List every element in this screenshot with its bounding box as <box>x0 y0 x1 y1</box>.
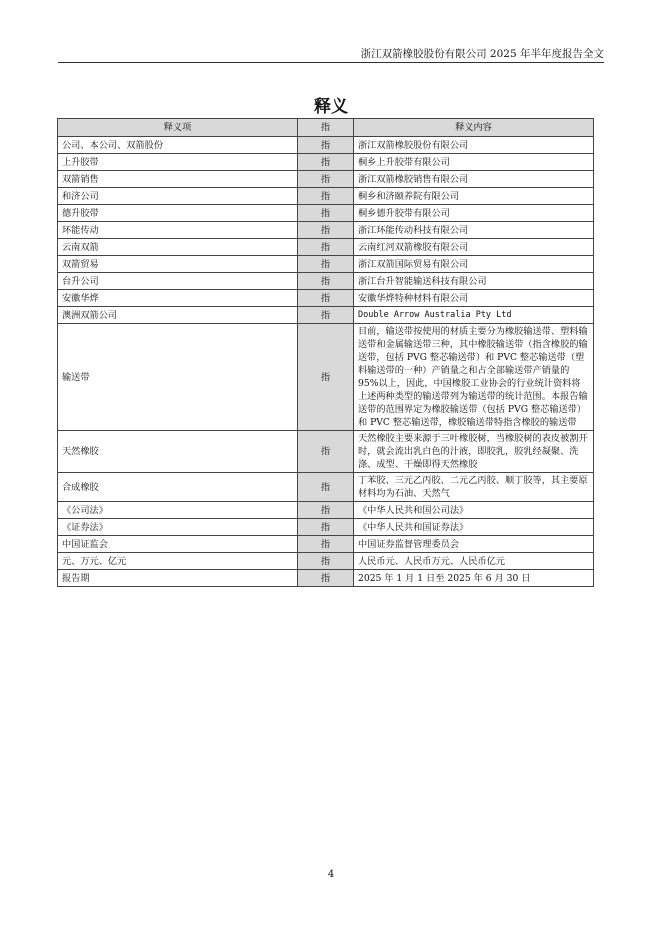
ref-cell: 指 <box>298 290 354 307</box>
ref-cell: 指 <box>298 154 354 171</box>
ref-cell: 指 <box>298 307 354 324</box>
desc-cell: 《中华人民共和国公司法》 <box>354 502 594 519</box>
desc-cell: 浙江台升智能输送科技有限公司 <box>354 273 594 290</box>
table-row <box>58 536 594 553</box>
desc-cell: 《中华人民共和国证券法》 <box>354 519 594 536</box>
term-cell: 台升公司 <box>58 273 298 290</box>
page-header: 浙江双箭橡胶股份有限公司 2025 年半年度报告全文 <box>58 46 604 63</box>
ref-cell: 指 <box>298 188 354 205</box>
desc-cell: 云南红河双箭橡胶有限公司 <box>354 239 594 256</box>
page-title: 释义 <box>314 97 348 117</box>
term-cell: 云南双箭 <box>58 239 298 256</box>
desc-cell: 天然橡胶主要来源于三叶橡胶树，当橡胶树的表皮被割开时，就会流出乳白色的汁液，即胶乳，胶乳经凝聚、洗涤、成型、干燥即得天然橡胶 <box>354 431 594 473</box>
ref-cell: 指 <box>298 519 354 536</box>
term-cell: 合成橡胶 <box>58 473 298 502</box>
term-cell: 德升胶带 <box>58 205 298 222</box>
ref-cell: 指 <box>298 324 354 431</box>
table-row <box>58 290 594 307</box>
table-row <box>58 502 594 519</box>
ref-cell: 指 <box>298 502 354 519</box>
term-cell: 《证券法》 <box>58 519 298 536</box>
desc-cell: 浙江环能传动科技有限公司 <box>354 222 594 239</box>
term-cell: 报告期 <box>58 570 298 587</box>
table-row <box>58 431 594 473</box>
term-cell: 公司、本公司、双箭股份 <box>58 137 298 154</box>
table-row <box>58 473 594 502</box>
definitions-table <box>57 118 594 587</box>
ref-cell: 指 <box>298 570 354 587</box>
ref-cell: 指 <box>298 553 354 570</box>
desc-cell: 2025 年 1 月 1 日至 2025 年 6 月 30 日 <box>354 570 594 587</box>
desc-cell: 浙江双箭国际贸易有限公司 <box>354 256 594 273</box>
table-row <box>58 256 594 273</box>
ref-cell: 指 <box>298 431 354 473</box>
table-row <box>58 324 594 431</box>
ref-cell: 指 <box>298 536 354 553</box>
table-row <box>58 553 594 570</box>
table-row <box>58 239 594 256</box>
ref-cell: 指 <box>298 473 354 502</box>
desc-cell: 安徽华烨特种材料有限公司 <box>354 290 594 307</box>
table-row <box>58 188 594 205</box>
term-cell: 天然橡胶 <box>58 431 298 473</box>
ref-cell: 指 <box>298 239 354 256</box>
term-cell: 中国证监会 <box>58 536 298 553</box>
table-row <box>58 570 594 587</box>
table-row <box>58 222 594 239</box>
desc-cell: 桐乡和济颐养院有限公司 <box>354 188 594 205</box>
term-cell: 环能传动 <box>58 222 298 239</box>
ref-cell: 指 <box>298 256 354 273</box>
term-cell: 上升胶带 <box>58 154 298 171</box>
desc-cell: 浙江双箭橡胶股份有限公司 <box>354 137 594 154</box>
term-cell: 输送带 <box>58 324 298 431</box>
term-cell: 安徽华烨 <box>58 290 298 307</box>
desc-cell: 浙江双箭橡胶销售有限公司 <box>354 171 594 188</box>
ref-cell: 指 <box>298 205 354 222</box>
desc-cell: 丁苯胶、三元乙丙胶、二元乙丙胶、顺丁胶等，其主要原材料均为石油、天然气 <box>354 473 594 502</box>
term-cell: 双箭销售 <box>58 171 298 188</box>
header-term: 释义项 <box>58 119 298 137</box>
desc-cell: 目前，输送带按使用的材质主要分为橡胶输送带、塑料输送带和金属输送带三种，其中橡胶输送带（指含橡胶的输送带，包括 PVG 整芯输送带）和 PVC 整芯输送带（塑料输送带的一种）产销量之和占全部输送带产销量的 95%以上，因此，中国橡胶工业协会的行业统计资料将上述两种类型的输送带列为输送带的统计范围。本报告输送带的范围界定为橡胶输送带（包括 PVG 整芯输送带）和 PVC 整芯输送带，橡胶输送带特指含橡胶的输送带 <box>354 324 594 431</box>
table-row <box>58 307 594 324</box>
term-cell: 《公司法》 <box>58 502 298 519</box>
desc-cell: 桐乡上升胶带有限公司 <box>354 154 594 171</box>
table-row <box>58 273 594 290</box>
ref-cell: 指 <box>298 273 354 290</box>
ref-cell: 指 <box>298 222 354 239</box>
table-row <box>58 137 594 154</box>
ref-cell: 指 <box>298 137 354 154</box>
page-number: 4 <box>327 869 335 880</box>
table-row <box>58 519 594 536</box>
desc-cell: Double Arrow Australia Pty Ltd <box>354 307 594 324</box>
table-row <box>58 205 594 222</box>
header-desc: 释义内容 <box>354 119 594 137</box>
term-cell: 元、万元、亿元 <box>58 553 298 570</box>
header-ref: 指 <box>298 119 354 137</box>
table-row <box>58 171 594 188</box>
table-row <box>58 154 594 171</box>
desc-cell: 中国证券监督管理委员会 <box>354 536 594 553</box>
desc-cell: 桐乡德升胶带有限公司 <box>354 205 594 222</box>
term-cell: 和济公司 <box>58 188 298 205</box>
desc-cell: 人民币元、人民币万元、人民币亿元 <box>354 553 594 570</box>
term-cell: 澳洲双箭公司 <box>58 307 298 324</box>
ref-cell: 指 <box>298 171 354 188</box>
term-cell: 双箭贸易 <box>58 256 298 273</box>
